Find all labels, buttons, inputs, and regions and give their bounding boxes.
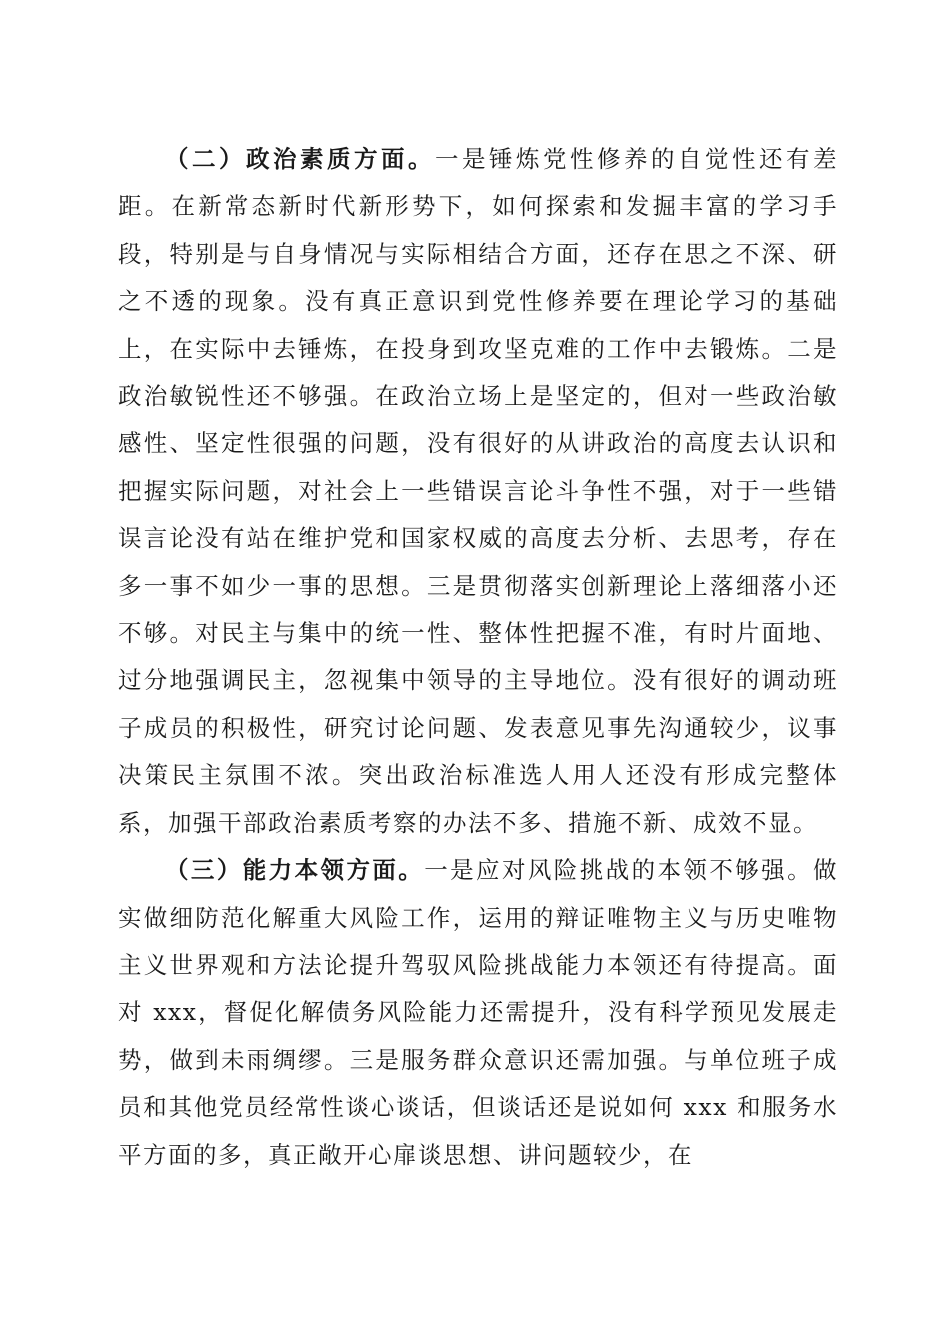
paragraph-political-quality: [118, 136, 838, 847]
paragraph-capability: [118, 847, 838, 1179]
section-heading-political-quality: （二）政治素质方面。: [165, 145, 435, 173]
paragraph-text: 一是锤炼党性修养的自觉性还有差距。在新常态新时代新形势下，如何探索和发掘丰富的学习手段，特别是与自身情况与实际相结合方面，还存在思之不深、研之不透的现象。没有真正意识到党性修养要在理论学习的基础上，在实际中去锤炼，在投身到攻坚克难的工作中去锻炼。二是政治敏锐性还不够强。在政治立场上是坚定的，但对一些政治敏感性、坚定性很强的问题，没有很好的从讲政治的高度去认识和把握实际问题，对社会上一些错误言论斗争性不强，对于一些错误言论没有站在维护党和国家权威的高度去分析、去思考，存在多一事不如少一事的思想。三是贯彻落实创新理论上落细落小还不够。对民主与集中的统一性、整体性把握不准，有时片面地、过分地强调民主，忽视集中领导的主导地位。没有很好的调动班子成员的积极性，研究讨论问题、发表意见事先沟通较少，议事决策民主氛围不浓。突出政治标准选人用人还没有形成完整体系，加强干部政治素质考察的办法不多、措施不新、成效不显。: [118, 145, 838, 837]
paragraph-text: 一是应对风险挑战的本领不够强。做实做细防范化解重大风险工作，运用的辩证唯物主义与历史唯物主义世界观和方法论提升驾驭风险挑战能力本领还有待提高。面对 xxx，督促化解债务风险能力还需提升，没有科学预见发展走势，做到未雨绸缪。三是服务群众意识还需加强。与单位班子成员和其他党员经常性谈心谈话，但谈话还是说如何 xxx 和服务水平方面的多，真正敞开心扉谈思想、讲问题较少，在: [118, 856, 839, 1169]
document-body: [118, 136, 838, 1179]
section-heading-capability: （三）能力本领方面。: [165, 856, 425, 885]
